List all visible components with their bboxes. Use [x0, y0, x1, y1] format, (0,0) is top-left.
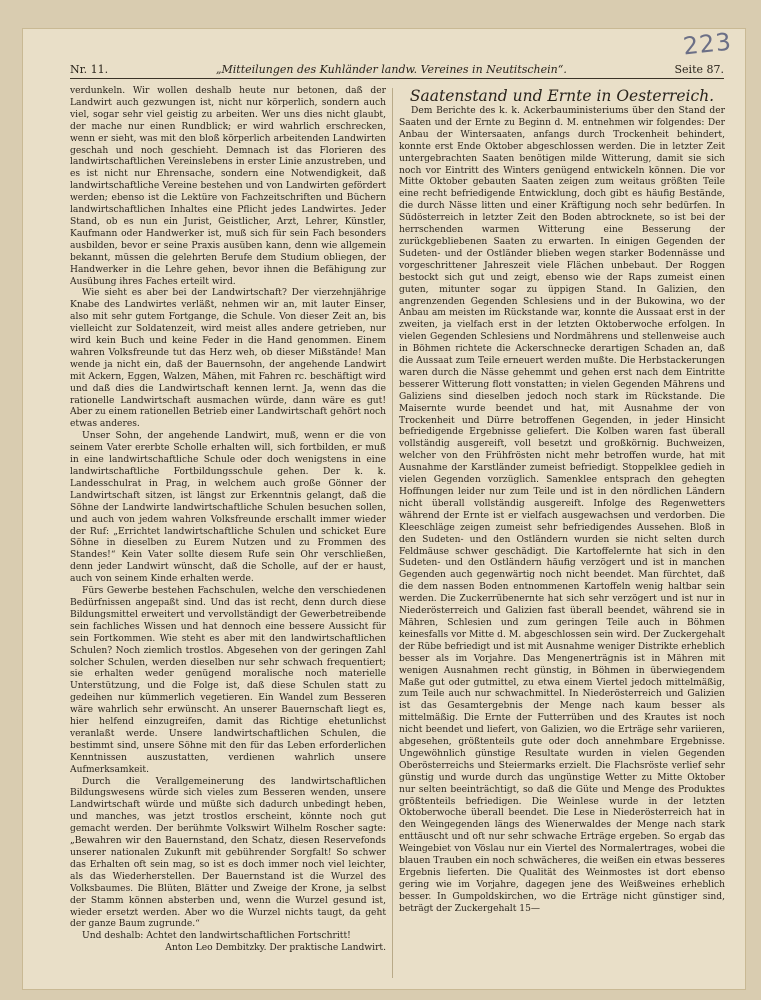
newspaper-page [22, 28, 746, 990]
left-paragraph-1: verdunkeln. Wir wollen deshalb heute nur betonen, daß der Landwirt auch gezwungen ist, nicht nur körperlich, sondern auch viel, sogar sehr viel geistig zu arbeiten. Wer uns dies nicht glaubt, der mache nur einen Rundblick; er wird wahrlich erschrecken, wenn er sieht, was mit den bloß körperlich arbeitenden Landwirten geschah und noch geschieht. Demnach ist das Florieren des landwirtschaftlichen Vereinslebens in erster Linie anzustreben, und es ist nicht nur Ehrensache, sondern eine Notwendigkeit, daß landwirtschaftliche Vereine bestehen und von Landwirten gefördert werden; ebenso ist die Lektüre von Fachzeitschriften und Büchern landwirtschaftlichen Inhaltes eine Pflicht jedes Landwirtes. Jeder Stand, ob es nun ein Jurist, Geistlicher, Arzt, Lehrer, Künstler, Kaufmann oder Handwerker ist, muß sich für sein Fach besonders ausbilden, bevor er seine Praxis ausüben kann, denn wie allgemein bekannt, müssen die gelehrten Berufe dem Studium obliegen, der Handwerker in die Lehre gehen, bevor ihnen die Befähigung zur Ausübung ihres Faches erteilt wird. [70, 86, 386, 287]
column-divider [392, 88, 393, 978]
left-paragraph-4: Fürs Gewerbe bestehen Fachschulen, welche den verschiedenen Bedürfnissen angepaßt sind. Und das ist recht, denn durch diese Bildungsmittel erweitert und vervollständigt der Gewerbetreibende sein fachliches Wissen und hat dennoch eine bessere Aussicht für sein Fortkommen. Wie steht es aber mit den landwirtschaftlichen Schulen? Noch ziemlich trostlos. Abgesehen von der geringen Zahl solcher Schulen, werden dieselben nur sehr schwach frequentiert; sie erhalten weder genügend moralische noch materielle Unterstützung, und die Folge ist, daß diese Schulen statt zu gedeihen nur kümmerlich vegetieren. Ein Wandel zum Besseren wäre wahrlich sehr erwünscht. An unserer Bauernschaft liegt es, hier helfend einzugreifen, damit das Richtige ehetunlichst veranlaßt werde. Unsere landwirtschaftlichen Schulen, die bestimmt sind, unsere Söhne mit den für das Leben erforderlichen Kenntnissen auszustatten, verdienen wahrlich unsere Aufmerksamkeit. [70, 586, 386, 775]
right-column [399, 86, 725, 981]
right-paragraph-1: Dem Berichte des k. k. Ackerbauministeriums über den Stand der Saaten und der Ernte zu Beginn d. M. entnehmen wir folgendes: Der Anbau der Wintersaaten, anfangs durch Trockenheit behindert, konnte erst Ende Oktober abgeschlossen werden. Die in letzter Zeit untergebrachten Saaten benötigen milde Witterung, damit sie sich noch vor Eintritt des Winters genügend entwickeln können. Die vor Mitte Oktober gebauten Saaten zeigen zum weitaus größten Teile eine recht befriedigende Entwicklung, doch gibt es häufig Bestände, die durch Nässe litten und einer Kräftigung noch sehr bedürfen. In Südösterreich in letzter Zeit den Boden abtrocknete, so ist bei der herrschenden warmen Witterung eine Besserung der zurückgebliebenen Saaten zu erwarten. In einigen Gegenden der Sudeten- und der Ostländer blieben wegen starker Bodennässe und vorgeschrittener Jahreszeit viele Flächen unbebaut. Der Roggen bestockt sich gut und zeigt, ebenso wie der Raps zumeist einen guten, mitunter sogar zu üppigen Stand. In Galizien, den angrenzenden Gegenden Schlesiens und in der Bukowina, wo der Anbau am meisten im Rückstande war, konnte die Aussaat erst in der zweiten, ja vielfach erst in der letzten Oktoberwoche erfolgen. In vielen Gegenden Schlesiens und Nordmährens und stellenweise auch in Böhmen richtete die Ackerschnecke derartigen Schaden an, daß die Aussaat zum Teile erneuert werden mußte. Die Herbstackerungen waren durch die Nässe gehemmt und gehen erst nach dem Eintritte besserer Witterung flott vonstatten; in vielen Gegenden Mährens und Galiziens sind dieselben jedoch noch stark im Rückstande. Die Maisernte wurde beendet und hat, mit Ausnahme der von Trockenheit und Dürre betroffenen Gegenden, in jeder Hinsicht befriedigende Ergebnisse geliefert. Die Kolben waren fast überall vollständig ausgereift, voll besetzt und großkörnig. Buchweizen, welcher von den Frühfrösten nicht mehr betroffen wurde, hat mit Ausnahme der Karstländer zumeist befriedigt. Stoppelklee gedieh in vielen Gegenden vorzüglich. Samenklee entsprach den gehegten Hoffnungen leider nur zum Teile und ist in den nördlichen Ländern nicht überall vollständig ausgereift. Infolge des Regenwetters während der Ernte ist er vielfach ausgewachsen und verdorben. Die Kleeschläge zeigen zumeist sehr befriedigendes Aussehen. Bloß in den Sudeten- und den Ostländern wurden sie nicht selten durch Feldmäuse schwer geschädigt. Die Kartoffelernte hat sich in den Sudeten- und den Ostländern häufig verzögert und ist in manchen Gegenden auch gegenwärtig noch nicht beendet. Man fürchtet, daß die dem nassen Boden entnommenen Kartoffeln wenig haltbar sein werden. Die Zuckerrübenernte hat sich sehr verzögert und ist nur in Niederösterreich und Galizien fast überall beendet, während sie in Mähren, Schlesien und zum geringen Teile auch in Böhmen keinesfalls vor Mitte d. M. abgeschlossen sein wird. Der Zuckergehalt der Rübe befriedigt und ist mit Ausnahme weniger Distrikte erheblich besser als im Vorjahre. Das Mengenerträgnis ist in Mähren mit wenigen Ausnahmen recht günstig, in Böhmen in überwiegendem Maße gut oder gutmittel, zu etwa einem Viertel jedoch mittelmäßig, zum Teile auch nur schwachmittel. In Niederösterreich und Galizien ist das Gesamtergebnis der Menge nach kaum besser als mittelmäßig. Die Ernte der Futterrüben und des Krautes ist noch nicht beendet und liefert, von Galizien, wo die Erträge sehr variieren, abgesehen, größtenteils gute oder doch annehmbare Ergebnisse. Ungewöhnlich günstige Resultate wurden in vielen Gegenden Oberösterreichs und Steiermarks erzielt. Die Flachsröste verlief sehr günstig und wurde durch das ungünstige Wetter zu Mitte Oktober nur selten beeinträchtigt, so daß die Güte und Menge des Produktes größtenteils befriedigen. Die Weinlese wurde in der letzten Oktoberwoche überall beendet. Die Lese in Niederösterreich hat in den Weingegenden längs des Wienerwaldes der Menge nach stark enttäuscht und oft nur sehr schwache Erträge ergeben. So ergab das Weingebiet von Vöslau nur ein Viertel des Normalertrages, wobei die blauen Trauben ein noch schwächeres, die weißen ein etwas besseres Ergebnis lieferten. Die Qualität des Weinmostes ist dort ebenso gering wie im Vorjahre, dagegen jene des Weißweines erheblich besser. In Gumpoldskirchen, wo die Erträge nicht günstiger sind, beträgt der Zuckergehalt 15— [399, 106, 725, 914]
left-paragraph-6: Und deshalb: Achtet den landwirtschaftlichen Fortschritt! [82, 931, 351, 942]
left-paragraph-2: Wie sieht es aber bei der Landwirtschaft? Der vierzehnjährige Knabe des Landwirtes verläßt, nehmen wir an, mit lauter Einser, also mit sehr gutem Fortgange, die Schule. Von dieser Zeit an, bis vielleicht zur Soldatenzeit, wird meist alles andere getrieben, nur wird kein Buch und keine Feder in die Hand genommen. Einem wahren Volksfreunde tut das Herz weh, ob dieser Mißstände! Man wende ja nicht ein, daß der Bauernsohn, der angehende Landwirt mit Ackern, Eggen, Walzen, Mähen, mit Fahren rc. beschäftigt wird und daß dies die Landwirtschaft kennen lernt. Ja, wenn das die rationelle Landwirtschaft ausmachen würde, dann wäre es gut! Aber zu einem rationellen Betrieb einer Landwirtschaft gehört noch etwas anderes. [70, 288, 386, 430]
left-paragraph-3: Unser Sohn, der angehende Landwirt, muß, wenn er die von seinem Vater ererbte Scholle erhalten will, sich fortbilden, er muß in eine landwirtschaftliche Schule oder doch wenigstens in eine landwirtschaftliche Fortbildungsschule gehen. Der k. k. Landesschulrat in Prag, in welchem auch große Gönner der Landwirtschaft sitzen, ist längst zur Erkenntnis gelangt, daß die Söhne der Landwirte landwirtschaftliche Schulen besuchen sollen, und auch von jedem wahren Volksfreunde erschallt immer wieder der Ruf: „Errichtet landwirtschaftliche Schulen und schicket Eure Söhne in dieselben zu Eurem Nutzen und zu Frommen des Standes!“ Kein Vater sollte diesem Rufe sein Ohr verschließen, denn jeder Landwirt wünscht, daß die Scholle, auf der er haust, auch von seinem Kinde erhalten werde. [70, 431, 386, 585]
handwritten-page-number: 223 [681, 27, 734, 61]
left-paragraph-5: Durch die Verallgemeinerung des landwirtschaftlichen Bildungswesens würde sich vieles zum Besseren wenden, unsere Landwirtschaft würde und müßte sich dadurch unbedingt heben, und manches, was jetzt trostlos erscheint, könnte noch gut gemacht werden. Der berühmte Volkswirt Wilhelm Roscher sagte: „Bewahren wir den Bauernstand, den Schatz, diesen Reservefonds unserer nationalen Zukunft mit gebührender Sorgfalt! So schwer das Erhalten oft sein mag, so ist es doch immer noch viel leichter, als das Wiederherstellen. Der Bauernstand ist die Wurzel des Volksbaumes. Die Blüten, Blätter und Zweige der Krone, ja selbst der Stamm können absterben und, wenn die Wurzel gesund ist, wieder ersetzt werden. Aber wo die Wurzel nichts taugt, da geht der ganze Baum zugrunde.“ [70, 776, 386, 930]
publication-title: „Mitteilungen des Kuhländer landw. Vereines in Neutitschein“. [215, 62, 567, 76]
issue-number: Nr. 11. [70, 62, 109, 76]
article-signature: Anton Leo Dembitzky. Der praktische Landwirt. [165, 943, 386, 954]
article-title: Saatenstand und Ernte in Oesterreich. [409, 87, 715, 105]
page-number: Seite 87. [674, 62, 724, 76]
left-column [70, 86, 386, 981]
page-header [70, 60, 724, 79]
